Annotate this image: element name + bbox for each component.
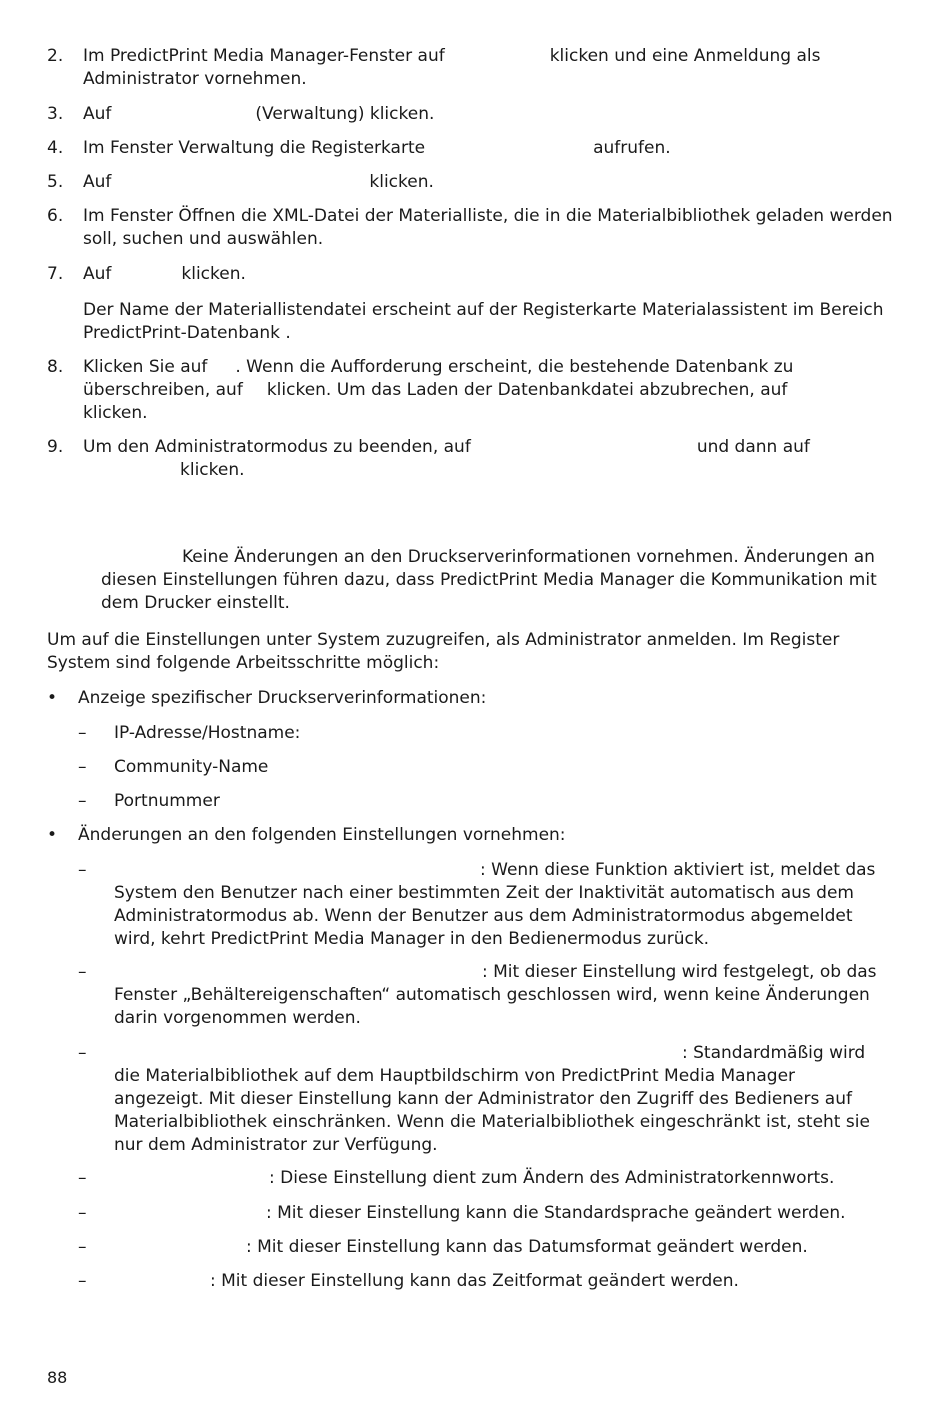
step-text-part: klicken. [180,460,245,480]
dash-mark: – [78,1271,87,1291]
setting-text-first: : Mit dieser Einstellung kann die Standardsprache geändert werden. [266,1203,846,1223]
setting-text [114,961,889,1030]
step-7 [47,263,907,286]
step-text [83,137,907,160]
setting-text [114,1270,898,1293]
setting-text-rest: die Materialbibliothek auf dem Hauptbildschirm von PredictPrint Media Manager angezeigt. Mit dieser Einstellung kann der Administrator den Zugriff des Bedieners auf Materialbibliothek einschränken. Wenn die Materialbibliothek eingeschränkt ist, steht sie nur dem Administrator zur Verfügung. [114,1066,870,1155]
setting-item [78,1236,898,1259]
step-text [83,436,907,482]
setting-text-first: : Diese Einstellung dient zum Ändern des Administratorkennworts. [269,1168,835,1188]
setting-item [78,1042,898,1157]
step-text [83,171,907,194]
setting-text [114,1202,898,1225]
setting-text-first: : Mit dieser Einstellung wird festgelegt, ob das [482,962,877,982]
step-number: 2. [47,46,64,66]
step-text-part: (Verwaltung) klicken. [255,104,435,124]
dash-mark: – [78,1168,87,1188]
step-text-part: Um den Administratormodus zu beenden, auf [83,437,471,457]
step-number: 6. [47,206,64,226]
setting-text [114,1167,898,1190]
step-text-part: . Wenn die Aufforderung erscheint, die bestehende Datenbank zu [235,357,794,377]
step-number: 8. [47,357,64,377]
dash-mark: – [78,860,87,880]
dash-mark: – [78,1203,87,1223]
step-text-part: und dann auf [696,437,810,457]
step-text: Im Fenster Öffnen die XML-Datei der Materialliste, die in die Materialbibliothek geladen werden soll, suchen und auswählen. [83,206,893,249]
step-5 [47,171,907,194]
dash-mark: – [78,723,87,743]
step-4 [47,137,907,160]
bullet-server-info [47,687,907,710]
server-info-item [78,722,898,745]
step-text [83,103,907,126]
setting-text-rest: System den Benutzer nach einer bestimmten Zeit der Inaktivität automatisch aus dem Administratormodus ab. Wenn der Benutzer aus dem Administratormodus abgemeldet wird, kehrt PredictPrint Media Manager in den Bedienermodus zurück. [114,883,854,949]
server-info-text: IP-Adresse/Hostname: [114,723,301,743]
step-2 [47,45,907,91]
server-info-text: Community-Name [114,757,269,777]
step-6 [47,205,907,251]
step-number: 3. [47,104,64,124]
system-intro: Um auf die Einstellungen unter System zuzugreifen, als Administrator anmelden. Im Register System sind folgende Arbeitsschritte möglich: [47,630,840,673]
step-9 [47,436,907,482]
setting-item [78,859,898,951]
step-text-part: Auf [83,104,112,124]
dash-mark: – [78,791,87,811]
dash-mark: – [78,1237,87,1257]
step-text-part: klicken und eine Anmeldung als Administrator vornehmen. [83,46,821,89]
step-number: 7. [47,264,64,284]
page-number: 88 [47,1368,68,1387]
note-text: Keine Änderungen an den Druckserverinformationen vornehmen. Änderungen an diesen Einstellungen führen dazu, dass PredictPrint Media Manager die Kommunikation mit dem Drucker einstellt. [101,547,877,613]
bullet-settings [47,824,907,847]
step-3 [47,103,907,126]
step-text [83,356,823,425]
setting-text [114,1236,898,1259]
setting-item [78,1202,898,1225]
setting-text [114,859,889,951]
dash-mark: – [78,962,87,982]
bullet-text: Änderungen an den folgenden Einstellungen vornehmen: [78,825,566,845]
step-text-part: klicken. Um das Laden der Datenbankdatei abzubrechen, auf klicken. [83,380,788,423]
step-text-part: aufrufen. [593,138,671,158]
dash-mark: – [78,1043,87,1063]
server-info-item [78,790,898,813]
server-info-text: Portnummer [114,791,220,811]
step-text-part: klicken. [181,264,246,284]
step-8 [47,356,907,425]
step-text-part: Im PredictPrint Media Manager-Fenster auf [83,46,445,66]
server-info-item [78,756,898,779]
setting-item [78,1270,898,1293]
bullet-mark: • [47,688,58,708]
step-number: 5. [47,172,64,192]
step-text [83,263,907,286]
step-text-part: klicken. [369,172,434,192]
setting-text-first: : Wenn diese Funktion aktiviert ist, meldet das [480,860,876,880]
step-text [83,45,907,91]
setting-item [78,961,898,1030]
setting-text [114,1042,889,1157]
dash-mark: – [78,757,87,777]
setting-text-first: : Mit dieser Einstellung kann das Zeitformat geändert werden. [210,1271,739,1291]
step-7-result: Der Name der Materiallistendatei erscheint auf der Registerkarte Materialassistent im Bereich PredictPrint-Datenbank . [83,300,884,343]
bullet-mark: • [47,825,58,845]
step-text-part: Auf [83,264,112,284]
step-text-part: Klicken Sie auf [83,357,208,377]
setting-item [78,1167,898,1190]
setting-text-rest: Fenster „Behältereigenschaften“ automatisch geschlossen wird, wenn keine Änderungen darin vorgenommen werden. [114,985,870,1028]
step-number: 4. [47,138,64,158]
step-number: 9. [47,437,64,457]
step-text-part: überschreiben, auf [83,380,243,400]
bullet-text: Anzeige spezifischer Druckserverinformationen: [78,688,487,708]
setting-text-first: : Mit dieser Einstellung kann das Datumsformat geändert werden. [246,1237,808,1257]
step-text-part: Im Fenster Verwaltung die Registerkarte [83,138,426,158]
step-text-part: Auf [83,172,112,192]
setting-text-first: : Standardmäßig wird [682,1043,866,1063]
